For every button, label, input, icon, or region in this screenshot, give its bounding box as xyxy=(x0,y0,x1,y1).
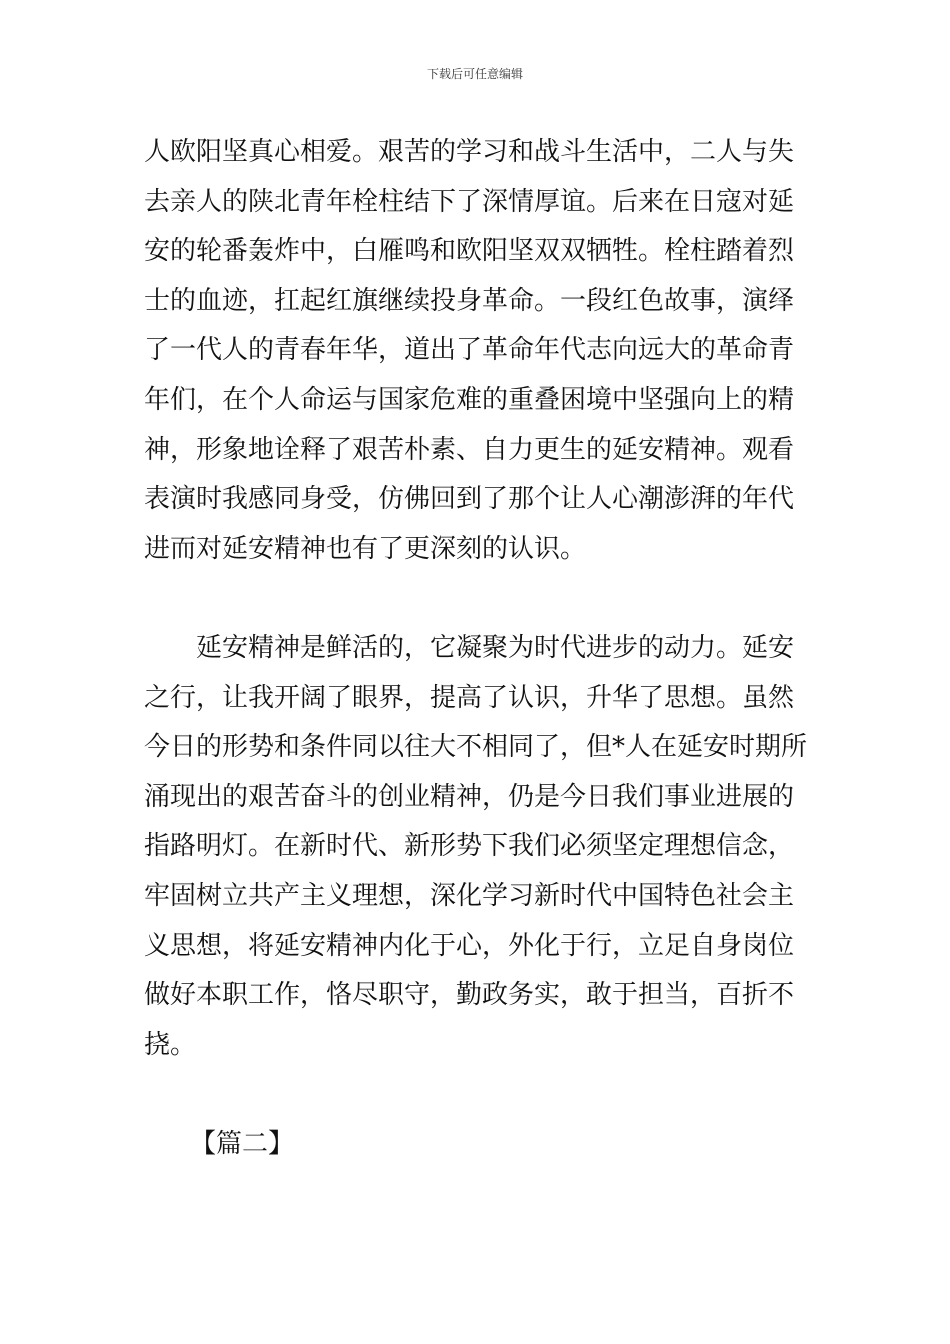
paragraph-line: 安的轮番轰炸中，白雁鸣和欧阳坚双双牺牲。栓柱踏着烈 xyxy=(144,236,795,267)
paragraph-line: 年们，在个人命运与国家危难的重叠困境中坚强向上的精 xyxy=(144,384,795,415)
paragraph-1 xyxy=(144,128,806,574)
paragraph-line: 表演时我感同身受，仿佛回到了那个让人心潮澎湃的年代 xyxy=(144,484,795,515)
paragraph-line: 延安精神是鲜活的，它凝聚为时代进步的动力。延安 xyxy=(196,632,795,663)
paragraph-line: 涌现出的艰苦奋斗的创业精神，仍是今日我们事业进展的 xyxy=(144,781,795,812)
paragraph-line: 士的血迹，扛起红旗继续投身革命。一段红色故事，演绎 xyxy=(144,285,795,316)
paragraph-line: 之行，让我开阔了眼界，提高了认识，升华了思想。虽然 xyxy=(144,682,795,713)
document-body xyxy=(144,128,806,1169)
paragraph-line: 指路明灯。在新时代、新形势下我们必须坚定理想信念， xyxy=(144,831,795,862)
paragraph-line: 进而对延安精神也有了更深刻的认识。 xyxy=(144,533,587,564)
paragraph-2 xyxy=(144,624,806,1070)
paragraph-line: 义思想，将延安精神内化于心，外化于行，立足自身岗位 xyxy=(144,930,795,961)
paragraph-gap xyxy=(144,574,806,624)
paragraph-line: 挠。 xyxy=(144,1029,197,1060)
paragraph-line: 今日的形势和条件同以往大不相同了，但*人在延安时期所 xyxy=(144,732,808,763)
page-header-note: 下载后可任意编辑 xyxy=(426,67,523,81)
paragraph-line: 牢固树立共产主义理想，深化学习新时代中国特色社会主 xyxy=(144,880,795,911)
section-heading: 【篇二】 xyxy=(190,1128,295,1159)
paragraph-line: 做好本职工作，恪尽职守，勤政务实，敢于担当，百折不 xyxy=(144,980,795,1011)
paragraph-gap xyxy=(144,1070,806,1120)
paragraph-line: 了一代人的青春年华，道出了革命年代志向远大的革命青 xyxy=(144,335,795,366)
paragraph-line: 神，形象地诠释了艰苦朴素、自力更生的延安精神。观看 xyxy=(144,434,795,465)
paragraph-line: 去亲人的陕北青年栓柱结下了深情厚谊。后来在日寇对延 xyxy=(144,186,795,217)
paragraph-line: 人欧阳坚真心相爱。艰苦的学习和战斗生活中，二人与失 xyxy=(144,137,795,167)
